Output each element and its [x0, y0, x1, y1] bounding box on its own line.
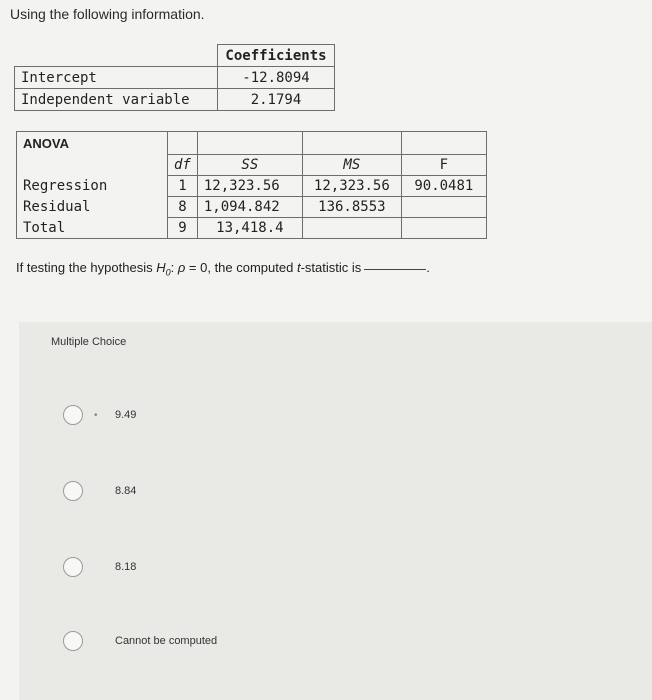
- choice-option[interactable]: [63, 481, 463, 507]
- anova-ms: 12,323.56: [302, 176, 401, 197]
- anova-row-label: Regression: [17, 176, 168, 197]
- answer-blank: [364, 269, 426, 270]
- anova-ss: 12,323.56: [197, 176, 302, 197]
- table-row: [15, 89, 335, 111]
- coefficients-table: [14, 44, 335, 111]
- anova-title: ANOVA: [17, 132, 168, 155]
- radio-button[interactable]: [63, 557, 83, 577]
- multiple-choice-panel: [19, 322, 652, 700]
- choice-label: Cannot be computed: [115, 635, 218, 647]
- anova-header-row: [17, 155, 487, 176]
- table-row: [17, 218, 487, 239]
- anova-f: [401, 197, 486, 218]
- radio-button[interactable]: [63, 631, 83, 651]
- anova-ms: 136.8553: [302, 197, 401, 218]
- marker-dot-icon: •: [94, 410, 98, 421]
- anova-df: 8: [168, 197, 198, 218]
- intro-text: Using the following information.: [10, 6, 205, 22]
- choice-option[interactable]: [63, 557, 463, 583]
- coefficients-header: Coefficients: [218, 45, 335, 67]
- anova-row-label: Total: [17, 218, 168, 239]
- anova-ss: 13,418.4: [197, 218, 302, 239]
- anova-header-f: F: [401, 155, 486, 176]
- anova-header-ss: SS: [197, 155, 302, 176]
- anova-df: 9: [168, 218, 198, 239]
- choice-option[interactable]: [63, 405, 463, 431]
- radio-button[interactable]: [63, 481, 83, 501]
- table-row: [17, 176, 487, 197]
- anova-header-df: df: [168, 155, 198, 176]
- coef-value: 2.1794: [218, 89, 335, 111]
- coef-value: -12.8094: [218, 67, 335, 89]
- choice-label: 8.18: [115, 561, 137, 573]
- choice-option[interactable]: [63, 631, 463, 657]
- table-row: [17, 197, 487, 218]
- choice-label: 8.84: [115, 485, 137, 497]
- anova-row-label: Residual: [17, 197, 168, 218]
- anova-f: 90.0481: [401, 176, 486, 197]
- question-text: If testing the hypothesis $H_0$: ρ = 0, the computed t-statistic is .: [16, 260, 430, 278]
- table-row: [15, 67, 335, 89]
- coef-label: Intercept: [15, 67, 218, 89]
- anova-f: [401, 218, 486, 239]
- coefficients-corner: [15, 45, 218, 67]
- coef-label: Independent variable: [15, 89, 218, 111]
- anova-ms: [302, 218, 401, 239]
- choice-label: 9.49: [115, 409, 137, 421]
- multiple-choice-label: Multiple Choice: [51, 336, 127, 348]
- radio-button[interactable]: [63, 405, 83, 425]
- anova-ss: 1,094.842: [197, 197, 302, 218]
- anova-df: 1: [168, 176, 198, 197]
- anova-header-ms: MS: [302, 155, 401, 176]
- anova-table: [16, 131, 487, 239]
